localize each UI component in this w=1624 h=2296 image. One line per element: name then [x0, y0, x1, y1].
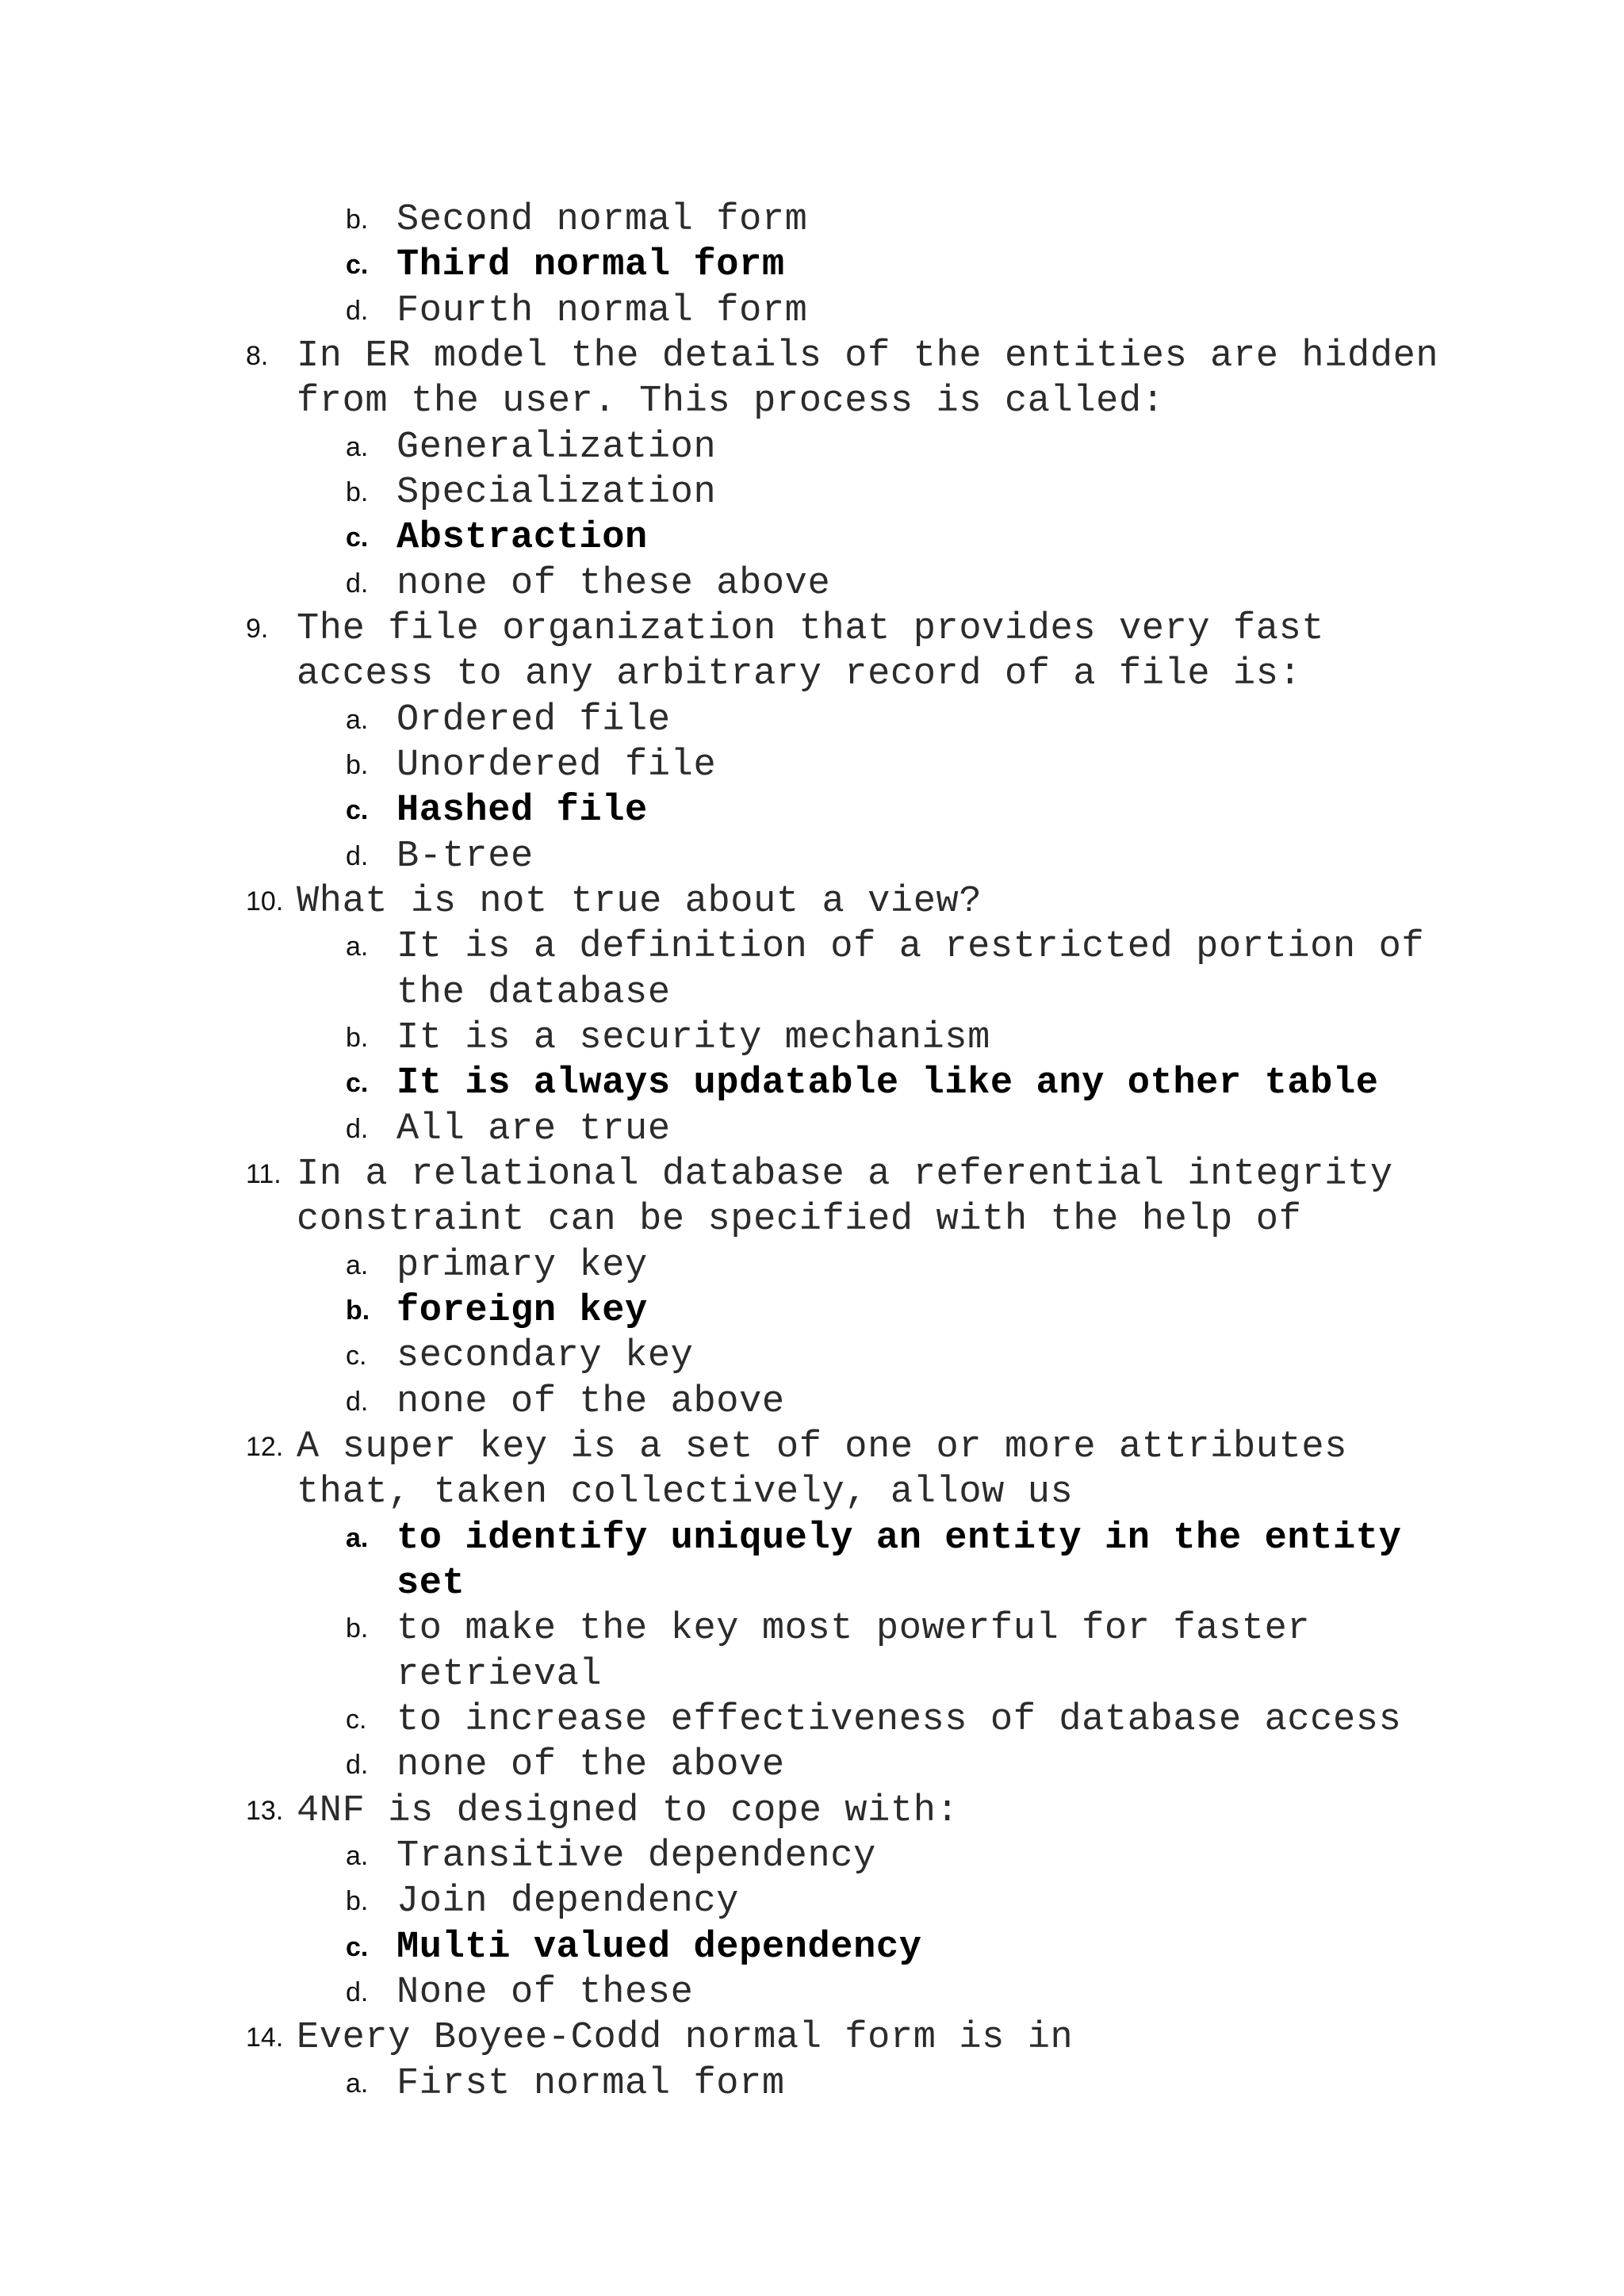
option-text: It is a definition of a restricted portion of — [396, 926, 1425, 968]
question-text: 4NF is designed to cope with: — [297, 1790, 959, 1832]
question-text: constraint can be specified with the help of — [297, 1199, 1302, 1241]
question-number: 12. — [246, 1432, 284, 1462]
question-text: A super key is a set of one or more attributes — [297, 1426, 1348, 1468]
question-number: 13. — [246, 1796, 284, 1826]
option-marker: c. — [346, 1705, 367, 1735]
option-marker: d. — [346, 1387, 369, 1417]
option-text: secondary key — [396, 1335, 694, 1377]
option-marker: b. — [346, 1613, 369, 1644]
option-text: Abstraction — [396, 517, 648, 559]
option-text: Transitive dependency — [396, 1835, 876, 1877]
option-text: to identify uniquely an entity in the entity — [396, 1517, 1402, 1559]
option-text: none of the above — [396, 1381, 785, 1423]
option-marker: b. — [346, 1295, 370, 1326]
option-marker: a. — [346, 2068, 369, 2099]
option-text: Second normal form — [396, 199, 808, 241]
question-text: The file organization that provides very fast — [297, 608, 1325, 650]
option-text: Join dependency — [396, 1881, 740, 1923]
option-marker: c. — [346, 1932, 369, 1962]
question-text: access to any arbitrary record of a file is: — [297, 653, 1302, 695]
option-marker: b. — [346, 205, 369, 235]
question-text: Every Boyee-Codd normal form is in — [297, 2017, 1074, 2059]
option-text: to increase effectiveness of database access — [396, 1699, 1402, 1741]
question-text: What is not true about a view? — [297, 881, 982, 923]
option-marker: a. — [346, 705, 369, 735]
question-number: 14. — [246, 2022, 284, 2053]
option-text: Unordered file — [396, 744, 717, 786]
option-marker: d. — [346, 1114, 369, 1144]
option-text: Specialization — [396, 472, 717, 514]
option-marker: a. — [346, 432, 369, 462]
option-marker: d. — [346, 1977, 369, 2007]
question-number: 9. — [246, 614, 269, 644]
option-text: foreign key — [396, 1290, 648, 1332]
option-marker: c. — [346, 522, 369, 553]
option-marker: b. — [346, 1886, 369, 1916]
option-marker: c. — [346, 1068, 369, 1098]
question-text: from the user. This process is called: — [297, 381, 1165, 423]
option-text: All are true — [396, 1108, 671, 1150]
question-text: In ER model the details of the entities are hidden — [297, 335, 1439, 377]
option-marker: d. — [346, 568, 369, 599]
option-marker: d. — [346, 296, 369, 326]
option-text: Fourth normal form — [396, 290, 808, 332]
option-marker: b. — [346, 750, 369, 780]
question-number: 11. — [246, 1159, 282, 1189]
option-marker: b. — [346, 1023, 369, 1053]
option-text: Third normal form — [396, 244, 785, 286]
option-text: First normal form — [396, 2063, 785, 2105]
option-marker: d. — [346, 1750, 369, 1780]
option-marker: c. — [346, 795, 369, 825]
option-text: None of these — [396, 1972, 694, 2014]
option-marker: b. — [346, 477, 369, 507]
option-marker: a. — [346, 932, 369, 962]
option-text: primary key — [396, 1245, 648, 1287]
option-marker: a. — [346, 1841, 369, 1871]
question-text: that, taken collectively, allow us — [297, 1471, 1074, 1513]
option-text: none of the above — [396, 1744, 785, 1786]
option-text: Generalization — [396, 427, 717, 469]
question-number: 10. — [246, 886, 284, 916]
option-marker: c. — [346, 1341, 367, 1371]
option-marker: a. — [346, 1250, 369, 1280]
option-text: Ordered file — [396, 699, 671, 741]
option-text: Multi valued dependency — [396, 1927, 922, 1969]
option-text: Hashed file — [396, 790, 648, 832]
option-marker: a. — [346, 1523, 369, 1553]
option-text: It is a security mechanism — [396, 1017, 990, 1059]
option-text: to make the key most powerful for faster — [396, 1608, 1311, 1650]
question-text: In a relational database a referential integrity — [297, 1154, 1393, 1196]
option-text: B-tree — [396, 836, 534, 878]
option-text: the database — [396, 972, 671, 1014]
option-text: none of these above — [396, 563, 831, 605]
option-text: set — [396, 1563, 465, 1605]
option-marker: d. — [346, 841, 369, 871]
option-text: It is always updatable like any other table — [396, 1062, 1379, 1104]
question-number: 8. — [246, 341, 269, 371]
option-text: retrieval — [396, 1654, 603, 1696]
option-marker: c. — [346, 250, 369, 280]
